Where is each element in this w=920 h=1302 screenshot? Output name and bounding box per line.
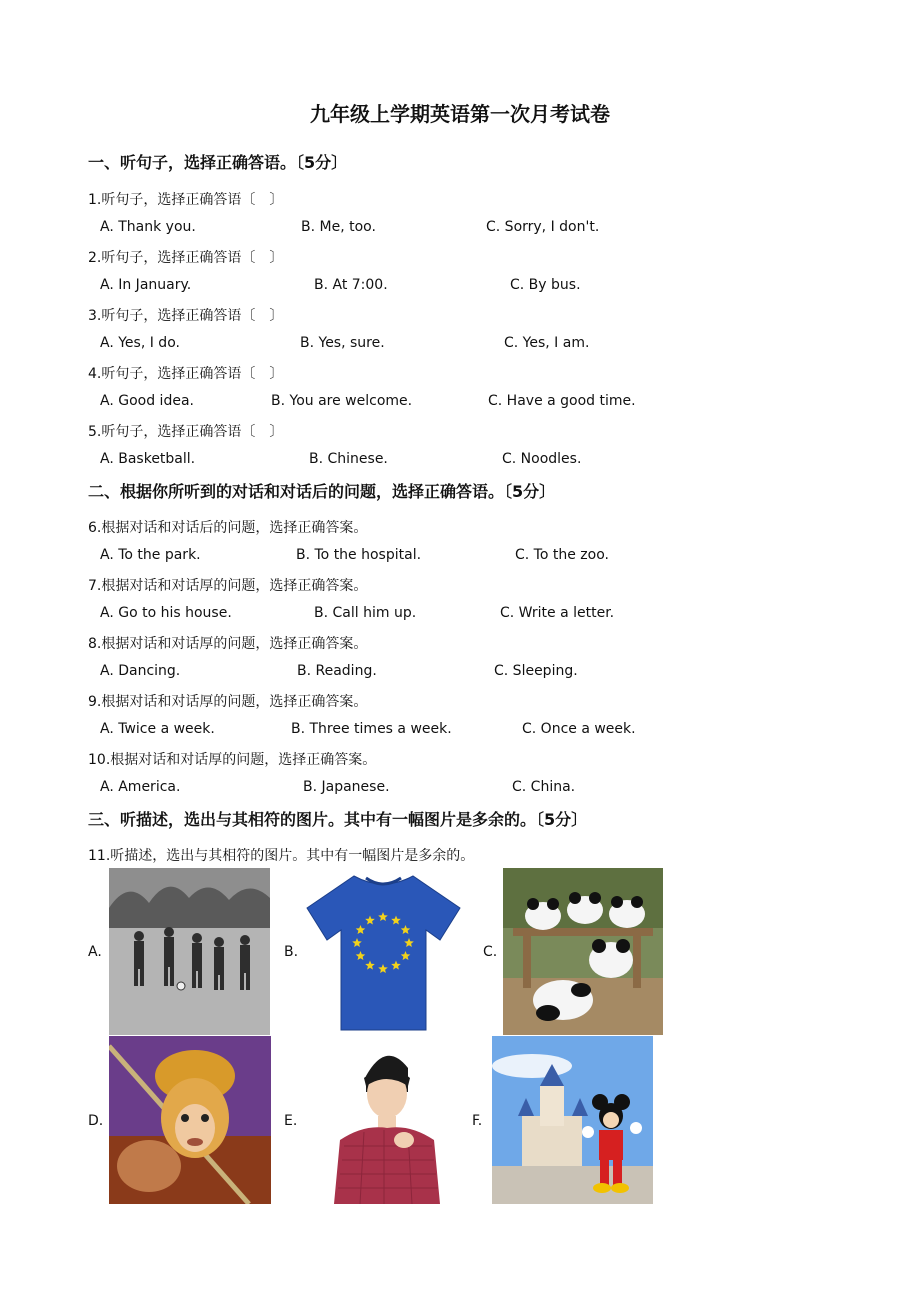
q1-option-c[interactable]: C. Sorry, I don't. (486, 219, 600, 235)
question-7-prompt: 7.根据对话和对话厚的问题，选择正确答案。 (88, 578, 368, 594)
q9-option-b[interactable]: B. Three times a week. (291, 721, 452, 737)
q2-option-a[interactable]: A. In January. (100, 277, 192, 293)
q3-option-b[interactable]: B. Yes, sure. (300, 335, 385, 351)
q6-option-c[interactable]: C. To the zoo. (515, 547, 609, 563)
question-10-prompt: 10.根据对话和对话厚的问题，选择正确答案。 (88, 752, 377, 768)
q3-option-a[interactable]: A. Yes, I do. (100, 335, 180, 351)
q6-option-b[interactable]: B. To the hospital. (296, 547, 422, 563)
question-11-prompt: 11.听描述，选出与其相符的图片。其中有一幅图片是多余的。 (88, 848, 475, 864)
q5-option-c[interactable]: C. Noodles. (502, 451, 582, 467)
question-4-prompt: 4.听句子，选择正确答语〔 〕 (88, 366, 284, 382)
q4-option-b[interactable]: B. You are welcome. (271, 393, 413, 409)
question-6-prompt: 6.根据对话和对话后的问题，选择正确答案。 (88, 520, 368, 536)
question-3-prompt: 3.听句子，选择正确答语〔 〕 (88, 308, 284, 324)
question-1-prompt: 1.听句子，选择正确答语〔 〕 (88, 192, 284, 208)
picture-d-label: D. (88, 1113, 104, 1129)
q5-option-b[interactable]: B. Chinese. (309, 451, 388, 467)
picture-e-label: E. (284, 1113, 298, 1129)
monkey-king-photo-icon[interactable] (109, 1036, 271, 1204)
section-heading-1: 一、听句子，选择正确答语。〔5分〕 (88, 153, 348, 172)
q7-option-a[interactable]: A. Go to his house. (100, 605, 232, 621)
pandas-photo-icon[interactable] (503, 868, 663, 1035)
q7-option-c[interactable]: C. Write a letter. (500, 605, 615, 621)
young-man-photo-icon[interactable] (304, 1036, 466, 1204)
q2-option-c[interactable]: C. By bus. (510, 277, 581, 293)
q7-option-b[interactable]: B. Call him up. (314, 605, 417, 621)
q5-option-a[interactable]: A. Basketball. (100, 451, 196, 467)
question-8-prompt: 8.根据对话和对话厚的问题，选择正确答案。 (88, 636, 368, 652)
mickey-castle-photo-icon[interactable] (492, 1036, 653, 1204)
question-9-prompt: 9.根据对话和对话厚的问题，选择正确答案。 (88, 694, 368, 710)
q4-option-c[interactable]: C. Have a good time. (488, 393, 636, 409)
football-players-photo-icon[interactable] (109, 868, 270, 1035)
q10-option-b[interactable]: B. Japanese. (303, 779, 390, 795)
q8-option-c[interactable]: C. Sleeping. (494, 663, 578, 679)
q8-option-b[interactable]: B. Reading. (297, 663, 377, 679)
section-heading-2: 二、根据你所听到的对话和对话后的问题，选择正确答语。〔5分〕 (88, 482, 556, 501)
q9-option-c[interactable]: C. Once a week. (522, 721, 636, 737)
picture-a-label: A. (88, 944, 102, 960)
picture-b-label: B. (284, 944, 299, 960)
q1-option-a[interactable]: A. Thank you. (100, 219, 196, 235)
section-heading-3: 三、听描述，选出与其相符的图片。其中有一幅图片是多余的。〔5分〕 (88, 810, 588, 829)
q10-option-a[interactable]: A. America. (100, 779, 181, 795)
q4-option-a[interactable]: A. Good idea. (100, 393, 194, 409)
blue-tshirt-stars-icon[interactable] (304, 868, 463, 1035)
q3-option-c[interactable]: C. Yes, I am. (504, 335, 590, 351)
q1-option-b[interactable]: B. Me, too. (301, 219, 376, 235)
q8-option-a[interactable]: A. Dancing. (100, 663, 181, 679)
q2-option-b[interactable]: B. At 7:00. (314, 277, 388, 293)
question-2-prompt: 2.听句子，选择正确答语〔 〕 (88, 250, 284, 266)
picture-c-label: C. (483, 944, 498, 960)
question-5-prompt: 5.听句子，选择正确答语〔 〕 (88, 424, 284, 440)
q10-option-c[interactable]: C. China. (512, 779, 576, 795)
page-title: 九年级上学期英语第一次月考试卷 (310, 102, 610, 126)
q9-option-a[interactable]: A. Twice a week. (100, 721, 215, 737)
picture-f-label: F. (472, 1113, 483, 1129)
q6-option-a[interactable]: A. To the park. (100, 547, 201, 563)
